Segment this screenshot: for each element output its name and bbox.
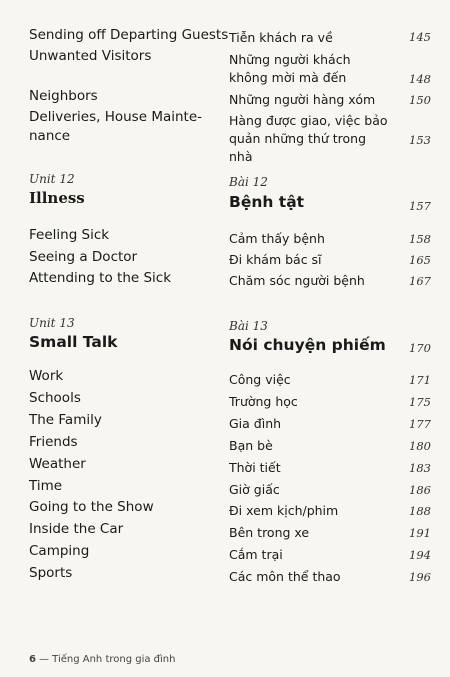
toc-entry-en: Seeing a Doctor xyxy=(29,249,138,265)
toc-entry-en: Deliveries, House Mainte-nance xyxy=(29,109,203,144)
toc-page-number: 188 xyxy=(409,504,431,519)
toc-page-number: 145 xyxy=(409,30,431,44)
toc-entry-vi: Hàng được giao, việc bảo quản những thứ trong nhà xyxy=(229,113,388,164)
unit-title-vi: Nói chuyện phiếm xyxy=(229,336,386,354)
toc-page-number: 196 xyxy=(409,570,431,585)
toc-entry-vi: Những người hàng xóm xyxy=(229,92,376,107)
toc-entry-vi: Chăm sóc người bệnh xyxy=(229,273,365,288)
toc-page-number: 153 xyxy=(409,133,431,147)
toc-entry-vi: Bạn bè xyxy=(229,437,273,453)
toc-page-number: 170 xyxy=(409,341,431,355)
toc-entry-en: Inside the Car xyxy=(29,521,124,538)
unit-label-en: Unit 12 xyxy=(29,172,75,186)
toc-entry-vi: Tiễn khách ra về xyxy=(229,30,333,45)
toc-page-number: 191 xyxy=(409,526,431,541)
toc-page-number: 186 xyxy=(409,482,431,497)
toc-entry-en: Unwanted Visitors xyxy=(29,48,152,64)
unit-title-en: Illness xyxy=(29,189,85,207)
toc-page-number: 148 xyxy=(409,72,431,86)
toc-page-number: 157 xyxy=(409,199,431,213)
unit-title-en: Small Talk xyxy=(29,333,118,351)
toc-entry-vi: Cảm thấy bệnh xyxy=(229,231,325,246)
toc-page-number: 175 xyxy=(409,394,431,409)
toc-entry-en: Friends xyxy=(29,433,78,450)
page-footer xyxy=(29,654,175,665)
toc-entry-vi: Trường học xyxy=(229,393,298,409)
footer-book-title: — Tiếng Anh trong gia đình xyxy=(38,654,176,665)
toc-page-number: 167 xyxy=(409,274,431,288)
toc-page-number: 194 xyxy=(409,548,431,563)
toc-entry-vi: Những người khách không mời mà đến xyxy=(229,52,351,85)
toc-entry-vi: Thời tiết xyxy=(229,459,281,475)
toc-page-number: 180 xyxy=(409,438,431,453)
toc-entry-vi: Các môn thể thao xyxy=(229,569,341,585)
toc-page-number: 177 xyxy=(409,416,431,431)
toc-entry-vi: Bên trong xe xyxy=(229,525,310,541)
toc-entry-en: Sending off Departing Guests xyxy=(29,27,229,43)
toc-entry-en: Schools xyxy=(29,389,81,406)
toc-page-number: 165 xyxy=(409,253,431,267)
toc-entry-en: Camping xyxy=(29,543,90,560)
toc-entry-en: Feeling Sick xyxy=(29,227,110,243)
toc-page-number: 158 xyxy=(409,232,431,246)
toc-entry-vi: Gia đình xyxy=(229,415,282,431)
toc-entry-en: Sports xyxy=(29,565,73,582)
toc-entry-en: Going to the Show xyxy=(29,499,154,516)
toc-entry-vi: Công việc xyxy=(229,372,291,387)
toc-entry-en: Work xyxy=(29,368,64,384)
toc-entry-en: The Family xyxy=(29,411,102,428)
toc-page-number: 171 xyxy=(409,373,431,387)
footer-page-number: 6 xyxy=(29,654,36,665)
toc-entry-en: Neighbors xyxy=(29,88,98,104)
toc-page-number: 150 xyxy=(409,93,431,107)
toc-entry-en: Attending to the Sick xyxy=(29,270,172,286)
unit-label-vi: Bài 13 xyxy=(229,319,268,333)
toc-entry-en: Weather xyxy=(29,455,86,472)
unit-label-en: Unit 13 xyxy=(29,316,75,330)
unit-label-vi: Bài 12 xyxy=(229,175,268,189)
toc-page-number: 183 xyxy=(409,460,431,475)
toc-entry-vi: Đi khám bác sĩ xyxy=(229,252,322,267)
toc-entry-en: Time xyxy=(29,477,63,494)
toc-entry-vi: Cắm trại xyxy=(229,547,283,563)
toc-entry-vi: Giờ giấc xyxy=(229,481,280,497)
toc-entry-vi: Đi xem kịch/phim xyxy=(229,503,339,519)
unit-title-vi: Bệnh tật xyxy=(229,193,305,211)
